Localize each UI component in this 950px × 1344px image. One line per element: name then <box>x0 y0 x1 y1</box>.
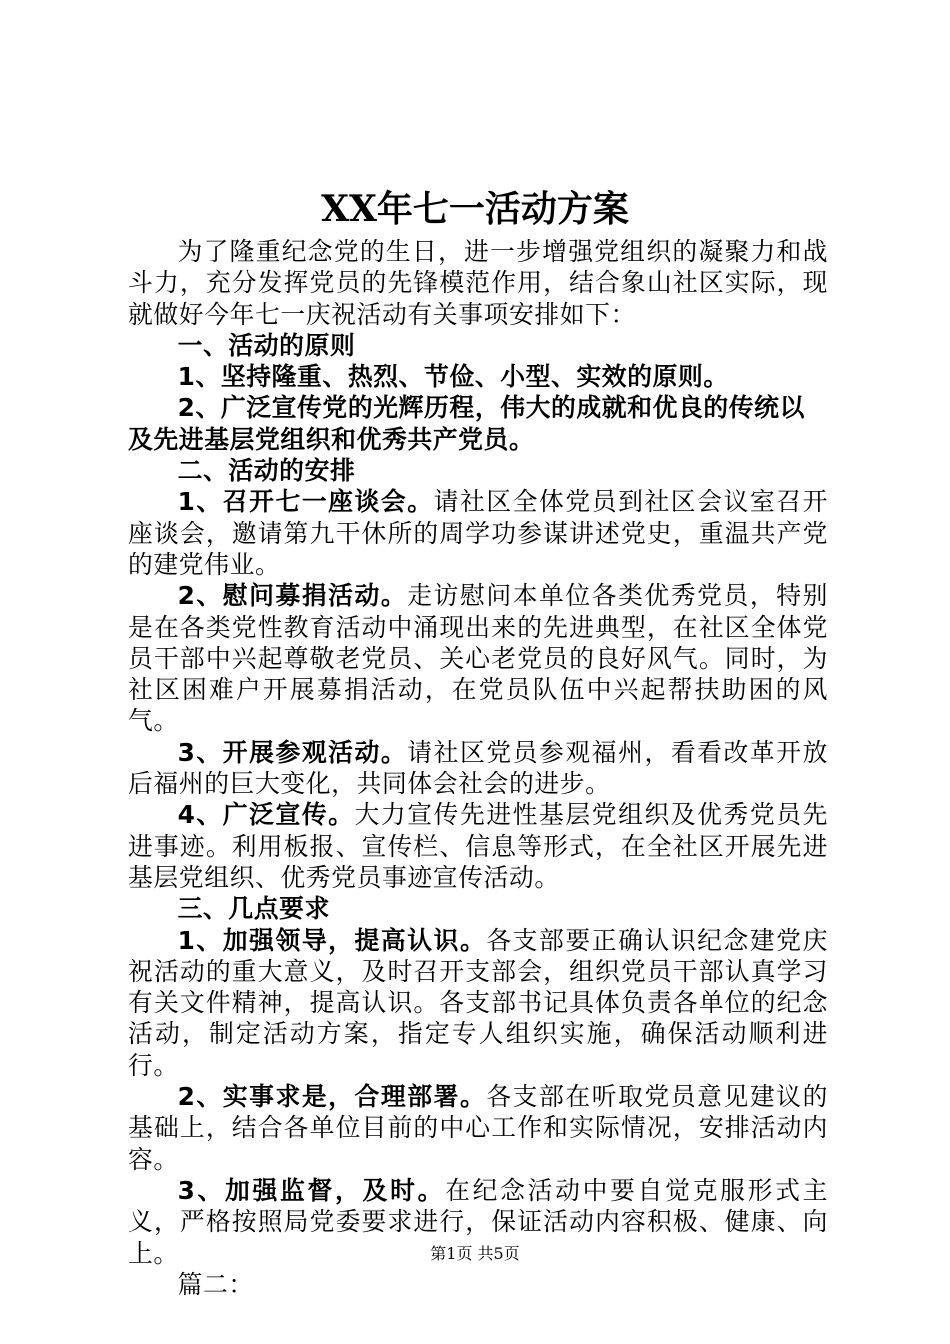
arrangement-item-2-lead: 2、慰问募捐活动。 <box>177 581 408 611</box>
arrangement-item-2 <box>128 580 828 736</box>
arrangement-item-3-text: 请社区党员参观福州，看看改革开放后福州的巨大变化，共同体会社会的进步。 <box>128 737 829 799</box>
requirement-item-1-lead: 1、加强领导，提高认识。 <box>177 925 487 955</box>
intro-paragraph: 为了隆重纪念党的生日，进一步增强党组织的凝聚力和战斗力，充分发挥党员的先锋模范作用，结合象山社区实际，现就做好今年七一庆祝活动有关事项安排如下： <box>128 237 828 329</box>
arrangement-item-1 <box>128 486 828 580</box>
arrangement-item-4-lead: 4、广泛宣传。 <box>177 800 355 830</box>
arrangement-item-3 <box>128 737 828 800</box>
requirement-item-2 <box>128 1081 828 1175</box>
requirement-item-1 <box>128 925 828 1081</box>
closing-label: 篇二： <box>177 1269 254 1299</box>
requirement-item-3-text: 在纪念活动中要自觉克服形式主义，严格按照局党委要求进行，保证活动内容积极、健康、向上。 <box>128 1175 828 1268</box>
section-heading-arrangements: 二、活动的安排 <box>177 456 356 486</box>
arrangement-item-4-text: 大力宣传先进性基层党组织及优秀党员先进事迹。利用板报、宣传栏、信息等形式，在全社区开展先进基层党组织、优秀党员事迹宣传活动。 <box>128 800 828 892</box>
arrangement-item-4 <box>128 799 828 893</box>
requirement-item-2-text: 各支部在听取党员意见建议的基础上，结合各单位目前的中心工作和实际情况，安排活动内容。 <box>128 1082 828 1174</box>
page-number: 第1页 共5页 <box>430 1244 520 1263</box>
arrangement-item-1-text: 请社区全体党员到社区会议室召开座谈会，邀请第九干休所的周学功参谋讲述党史，重温共产党的建党伟业。 <box>128 487 828 579</box>
section-heading-requirements: 三、几点要求 <box>177 894 330 924</box>
document-title: XX年七一活动方案 <box>321 188 629 230</box>
section-heading-principles: 一、活动的原则 <box>177 330 356 360</box>
arrangement-item-1-lead: 1、召开七一座谈会。 <box>177 487 434 517</box>
principle-item-2: 2、广泛宣传党的光辉历程，伟大的成就和优良的传统以及先进基层党组织和优秀共产党员。 <box>128 393 805 454</box>
arrangement-item-2-text: 走访慰问本单位各类优秀党员，特别是在各类党性教育活动中涌现出来的先进典型，在社区全体党员干部中兴起尊敬老党员、关心老党员的良好风气。同时，为社区困难户开展募捐活动，在党员队伍中兴起帮扶助困的风气。 <box>128 581 829 736</box>
principle-item-1: 1、坚持隆重、热烈、节俭、小型、实效的原则。 <box>177 362 729 392</box>
document-body <box>128 236 828 1300</box>
requirement-item-1-text: 各支部要正确认识纪念建党庆祝活动的重大意义，及时召开支部会，组织党员干部认真学习有关文件精神，提高认识。各支部书记具体负责各单位的纪念活动，制定活动方案，指定专人组织实施，确保活动顺利进行。 <box>128 925 828 1080</box>
requirement-item-2-lead: 2、实事求是，合理部署。 <box>177 1082 487 1112</box>
arrangement-item-3-lead: 3、开展参观活动。 <box>177 737 408 767</box>
requirement-item-3-lead: 3、加强监督，及时。 <box>177 1175 446 1205</box>
